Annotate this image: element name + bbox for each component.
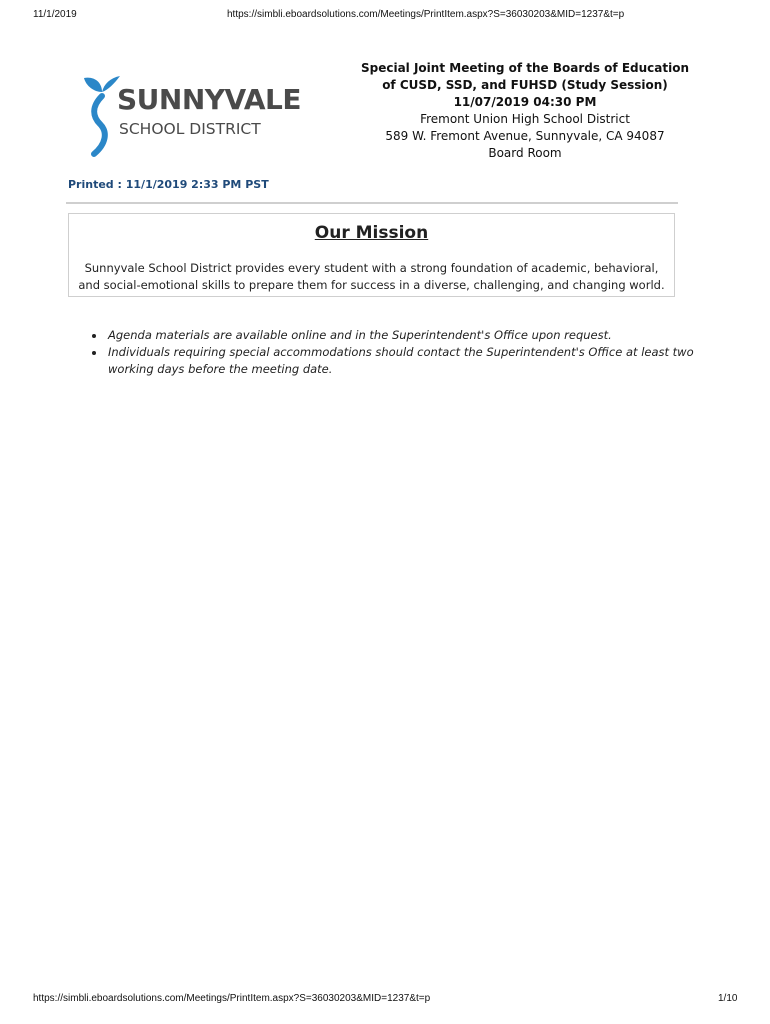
meeting-location-name: Fremont Union High School District [420,112,630,126]
mission-heading: Our Mission [314,223,429,243]
meeting-title-line2: of CUSD, SSD, and FUHSD (Study Session) [382,78,668,92]
logo-text-sunnyvale: SUNNYVALE [117,83,301,116]
print-header-url: https://simbli.eboardsolutions.com/Meetings/PrintItem.aspx?S=36030203&MID=1237&t=p [227,9,625,20]
list-item: • Agenda materials are available online and in the Superintendent's Office upon request. [106,327,696,344]
meeting-datetime: 11/07/2019 04:30 PM [453,95,597,109]
divider [66,202,678,204]
print-date: 11/1/2019 [33,9,77,20]
mission-line2: and social-emotional skills to prepare them for success in a diverse, challenging, and changing world. [78,278,665,292]
mission-text [77,260,666,294]
leaf-swirl-icon [80,72,120,162]
page-number: 1/10 [718,993,738,1004]
logo-text-school-district: SCHOOL DISTRICT [119,120,261,138]
mission-line1: Sunnyvale School District provides every student with a strong foundation of academic, behavioral, [84,261,659,275]
district-logo [80,72,301,162]
print-footer-url: https://simbli.eboardsolutions.com/Meetings/PrintItem.aspx?S=36030203&MID=1237&t=p [33,993,431,1004]
list-item: • Individuals requiring special accommodations should contact the Superintendent's Office at least two working days before the meeting date. [106,344,696,378]
printed-timestamp: Printed : 11/1/2019 2:33 PM PST [68,178,269,191]
meeting-info [360,60,690,162]
meeting-room: Board Room [488,146,562,160]
meeting-title-line1: Special Joint Meeting of the Boards of Education [360,61,690,75]
meeting-address: 589 W. Fremont Avenue, Sunnyvale, CA 94087 [385,129,665,143]
notes-list [88,327,696,378]
mission-box [68,213,675,297]
